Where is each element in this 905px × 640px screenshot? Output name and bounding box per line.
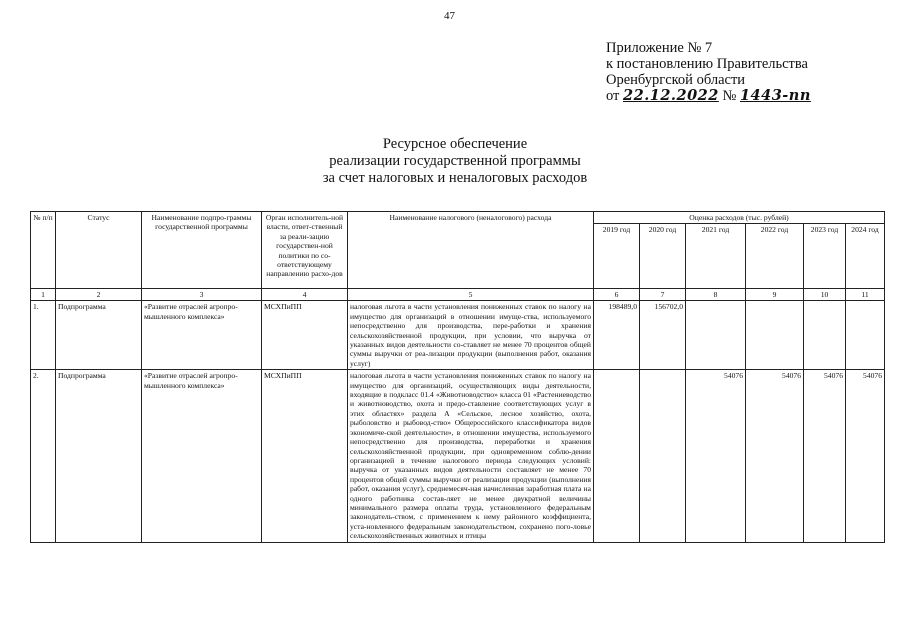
row-status: Подпрограмма (56, 370, 142, 542)
column-number: 8 (686, 289, 746, 301)
column-number: 9 (746, 289, 804, 301)
column-number: 2 (56, 289, 142, 301)
table-row (31, 370, 885, 542)
resource-table (30, 211, 885, 543)
appendix-line2: к постановлению Правительства (606, 56, 808, 72)
header-year-2023: 2023 год (804, 224, 846, 289)
row-value-2022: 54076 (746, 370, 804, 542)
number-prefix: № (722, 88, 737, 104)
title-line2: реализации государственной программы (329, 153, 581, 169)
row-value-2019 (594, 370, 640, 542)
row-value-2023 (804, 301, 846, 370)
header-year-2022: 2022 год (746, 224, 804, 289)
column-number: 7 (640, 289, 686, 301)
header-year-2020: 2020 год (640, 224, 686, 289)
date-prefix: от (606, 88, 620, 104)
row-num: 2. (31, 370, 56, 542)
header-year-2019: 2019 год (594, 224, 640, 289)
row-authority: МСХПиПП (262, 301, 348, 370)
row-status: Подпрограмма (56, 301, 142, 370)
title-line3: за счет налоговых и неналоговых расходов (322, 170, 588, 186)
row-value-2023: 54076 (804, 370, 846, 542)
row-program: «Развитие отраслей агропро-мышленного комплекса» (142, 301, 262, 370)
page-number: 47 (444, 10, 455, 22)
row-value-2020: 156702,0 (640, 301, 686, 370)
header-year-2024: 2024 год (846, 224, 885, 289)
header-program: Наименование подпро-граммы государственной программы (142, 212, 262, 289)
column-number: 4 (262, 289, 348, 301)
column-number: 1 (31, 289, 56, 301)
column-number: 5 (348, 289, 594, 301)
row-value-2019: 198489,0 (594, 301, 640, 370)
column-number: 11 (846, 289, 885, 301)
row-value-2020 (640, 370, 686, 542)
column-number: 3 (142, 289, 262, 301)
column-number: 6 (594, 289, 640, 301)
row-value-2022 (746, 301, 804, 370)
column-number: 10 (804, 289, 846, 301)
column-number-row (31, 289, 885, 301)
row-value-2021 (686, 301, 746, 370)
row-value-2021: 54076 (686, 370, 746, 542)
handwritten-date: 22.12.2022 (623, 87, 719, 104)
document-title (240, 136, 670, 187)
row-program: «Развитие отраслей агропро-мышленного комплекса» (142, 370, 262, 542)
row-value-2024 (846, 301, 885, 370)
row-expense: налоговая льгота в части установления пониженных ставок по налогу на имущество для организаций, осуществляющих виды деятельности, входящие в подкласс 01.4 «Животноводство» класса 01 «Растениеводство и животноводство, охота и предо-ставление соответствующих услуг в этих областях» раздела А «Сельское, лесное хозяйство, охота, рыболовство и рыбовод-ство» Общероссийского классификатора видов экономиче-ской деятельности», в отношении имущества, используемого непосредственно для производства, переработки и хранения сельскохозяйственной продукции, при одновременном соблю-дении организацией в течение налогового периода следующих условий: выручка от указанных видов деятельности составляет не менее 70 процентов общей суммы выручки от реализации продукции (выполнения работ, оказания услуг), среднемесяч-ная начисленная заработная плата на одного работника состав-ляет не менее двукратной величины минимального размера оплаты труда, установленного федеральным законодатель-ством, с применением к нему районного коэффициента, уста-новленного федеральным законодательством, сохранено пого-ловье сельскохозяйственных животных и птицы (348, 370, 594, 542)
header-year-2021: 2021 год (686, 224, 746, 289)
appendix-date-line (606, 88, 811, 104)
row-value-2024: 54076 (846, 370, 885, 542)
row-num: 1. (31, 301, 56, 370)
header-row-1 (31, 212, 885, 224)
appendix-block (606, 40, 811, 104)
header-estimate: Оценка расходов (тыс. рублей) (594, 212, 885, 224)
header-expense-name: Наименование налогового (неналогового) расхода (348, 212, 594, 289)
header-status: Статус (56, 212, 142, 289)
appendix-line1: Приложение № 7 (606, 40, 713, 56)
header-authority: Орган исполнитель-ной власти, ответ-ственный за реали-зацию государствен-ной политики по со-ответствующему направлению расхо-дов (262, 212, 348, 289)
appendix-line3: Оренбургской области (606, 72, 746, 88)
row-expense: налоговая льгота в части установления пониженных ставок по налогу на имущество для организаций в отношении имуще-ства, используемого непосредственно для производства, пере-работки и хранения сельскохозяйственной продукции, при условии, что выручка от указанных видов деятельности со-ставляет не менее 70 процентов общей суммы выручки от реа-лизации продукции (выполнения работ, оказания услуг) (348, 301, 594, 370)
table-row (31, 301, 885, 370)
row-authority: МСХПиПП (262, 370, 348, 542)
header-num: № п/п (31, 212, 56, 289)
handwritten-number: 1443-пп (739, 87, 811, 104)
title-line1: Ресурсное обеспечение (382, 136, 528, 152)
